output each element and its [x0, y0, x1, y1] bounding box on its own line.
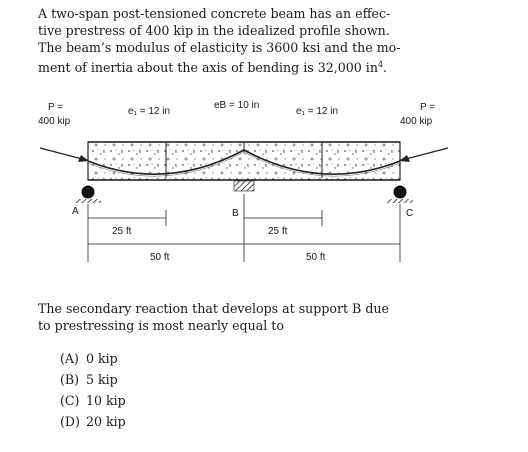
problem-line-text: ment of inertia about the axis of bending is 32,000 in — [38, 60, 378, 76]
exponent: 4 — [377, 60, 384, 69]
dimension-label-50-left: 50 ft — [150, 252, 170, 263]
period: . — [383, 60, 388, 76]
support-label-a: A — [72, 206, 79, 217]
eccentricity-eb: eB = 10 in — [214, 100, 260, 111]
support-c — [387, 186, 413, 204]
question-text — [38, 300, 478, 334]
prestress-arrowhead-right — [399, 155, 410, 162]
beam-figure — [0, 92, 528, 272]
prestress-arrowhead-left — [78, 155, 89, 162]
eccentricity-e1-left: e₁ = 12 in — [128, 106, 171, 117]
option-d[interactable] — [60, 411, 126, 432]
prestress-arrow-right — [402, 148, 448, 160]
dimension-label-25-left: 25 ft — [112, 226, 132, 237]
support-label-b: B — [232, 208, 239, 219]
problem-line: The beam’s modulus of elasticity is 3600 ksi and the mo- — [38, 40, 401, 55]
force-label-right-top: P = — [420, 102, 436, 113]
support-a — [75, 186, 101, 204]
answer-options — [60, 348, 126, 432]
dimension-label-50-right: 50 ft — [306, 252, 326, 263]
problem-line — [38, 56, 478, 76]
force-label-right-bottom: 400 kip — [400, 116, 433, 127]
option-text: 5 kip — [86, 372, 118, 387]
option-letter: (C) — [60, 393, 80, 408]
problem-statement — [38, 5, 478, 76]
force-label-left-top: P = — [48, 102, 64, 113]
option-c[interactable] — [60, 390, 126, 411]
problem-line: tive prestress of 400 kip in the idealized profile shown. — [38, 23, 390, 38]
force-label-left-bottom: 400 kip — [38, 116, 71, 127]
option-letter: (B) — [60, 372, 80, 387]
support-label-c: C — [406, 208, 414, 219]
option-text: 10 kip — [86, 393, 126, 408]
question-line: The secondary reaction that develops at support B due — [38, 301, 389, 316]
prestress-arrow-left — [40, 148, 86, 160]
dimension-label-25-right: 25 ft — [268, 226, 288, 237]
problem-line: A two-span post-tensioned concrete beam has an effec- — [38, 6, 391, 21]
question-line: to prestressing is most nearly equal to — [38, 318, 284, 333]
option-b[interactable] — [60, 369, 126, 390]
option-a[interactable] — [60, 348, 126, 369]
option-text: 0 kip — [86, 351, 118, 366]
eccentricity-e1-right: e₁ = 12 in — [296, 106, 339, 117]
support-b — [234, 181, 254, 191]
option-text: 20 kip — [86, 414, 126, 429]
option-letter: (A) — [60, 351, 79, 366]
option-letter: (D) — [60, 414, 80, 429]
